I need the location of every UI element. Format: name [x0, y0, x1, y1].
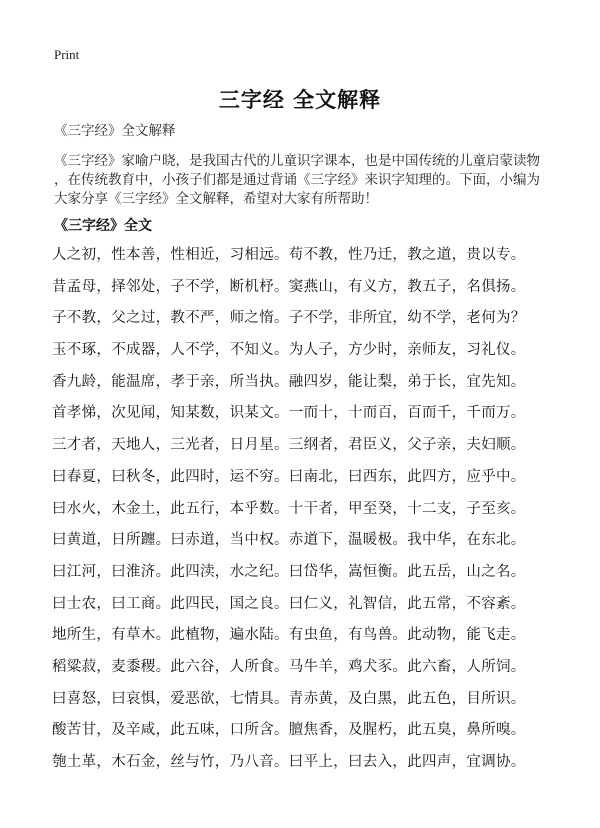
- verse-line: 子不教，父之过，教不严，师之惰。子不学，非所宜，幼不学，老何为？: [52, 310, 526, 327]
- verse-line: 曰喜怒，曰哀惧，爱恶欲，七情具。青赤黄，及白黑，此五色，目所识。: [52, 690, 526, 707]
- intro-line: ，在传统教育中，小孩子们都是通过背诵《三字经》来识字知理的。下面，小编为: [54, 172, 540, 188]
- verse-line: 匏土革，木石金，丝与竹，乃八音。曰平上，曰去入，此四声，宜调协。: [52, 754, 526, 770]
- verse-line: 稻粱菽，麦黍稷。此六谷，人所食。马牛羊，鸡犬豕。此六畜，人所饲。: [52, 658, 526, 675]
- verse-line: 曰春夏，曰秋冬，此四时，运不穷。曰南北，曰西东，此四方，应乎中。: [52, 468, 526, 485]
- verse-line: 昔孟母，择邻处，子不学，断机杼。窦燕山，有义方，教五子，名俱扬。: [52, 278, 526, 295]
- verse-line: 曰士农，曰工商。此四民，国之良。曰仁义，礼智信，此五常，不容紊。: [52, 595, 526, 612]
- verse-line: 地所生，有草木。此植物，遍水陆。有虫鱼，有鸟兽。此动物，能飞走。: [52, 627, 526, 644]
- verse-line: 玉不琢，不成器，人不学，不知义。为人子，方少时，亲师友，习礼仪。: [52, 342, 526, 359]
- verse-line: 曰黄道，日所躔。曰赤道，当中权。赤道下，温暖极。我中华，在东北。: [52, 532, 526, 549]
- article-subtitle: 《三字经》全文解释: [54, 123, 176, 139]
- intro-line: 大家分享《三字经》全文解释，希望对大家有所帮助！: [54, 191, 378, 207]
- page-title: 三字经 全文解释: [218, 88, 382, 112]
- intro-paragraph: [54, 152, 554, 209]
- verse-line: 香九龄，能温席，孝于亲，所当执。融四岁，能让梨，弟于长，宜先知。: [52, 373, 526, 390]
- intro-line: 《三字经》家喻户晓，是我国古代的儿童识字课本，也是中国传统的儿童启蒙读物: [54, 153, 540, 169]
- verse-list: [52, 245, 572, 784]
- verse-line: 酸苦甘，及辛咸，此五味，口所含。膻焦香，及腥朽，此五臭，鼻所嗅。: [52, 722, 526, 739]
- verse-line: 人之初，性本善，性相近，习相远。苟不教，性乃迁，教之道，贵以专。: [52, 247, 526, 263]
- verse-line: 曰江河，曰淮济。此四渎，水之纪。曰岱华，嵩恒衡。此五岳，山之名。: [52, 563, 526, 580]
- verse-line: 首孝悌，次见闻，知某数，识某文。一而十，十而百，百而千，千而万。: [52, 405, 526, 422]
- verse-line: 三才者，天地人，三光者，日月星。三纲者，君臣义，父子亲，夫妇顺。: [52, 437, 526, 454]
- verse-line: 曰水火，木金土，此五行，本乎数。十干者，甲至癸，十二支，子至亥。: [52, 500, 526, 517]
- print-label: Print: [54, 47, 80, 62]
- section-heading: 《三字经》全文: [54, 218, 152, 234]
